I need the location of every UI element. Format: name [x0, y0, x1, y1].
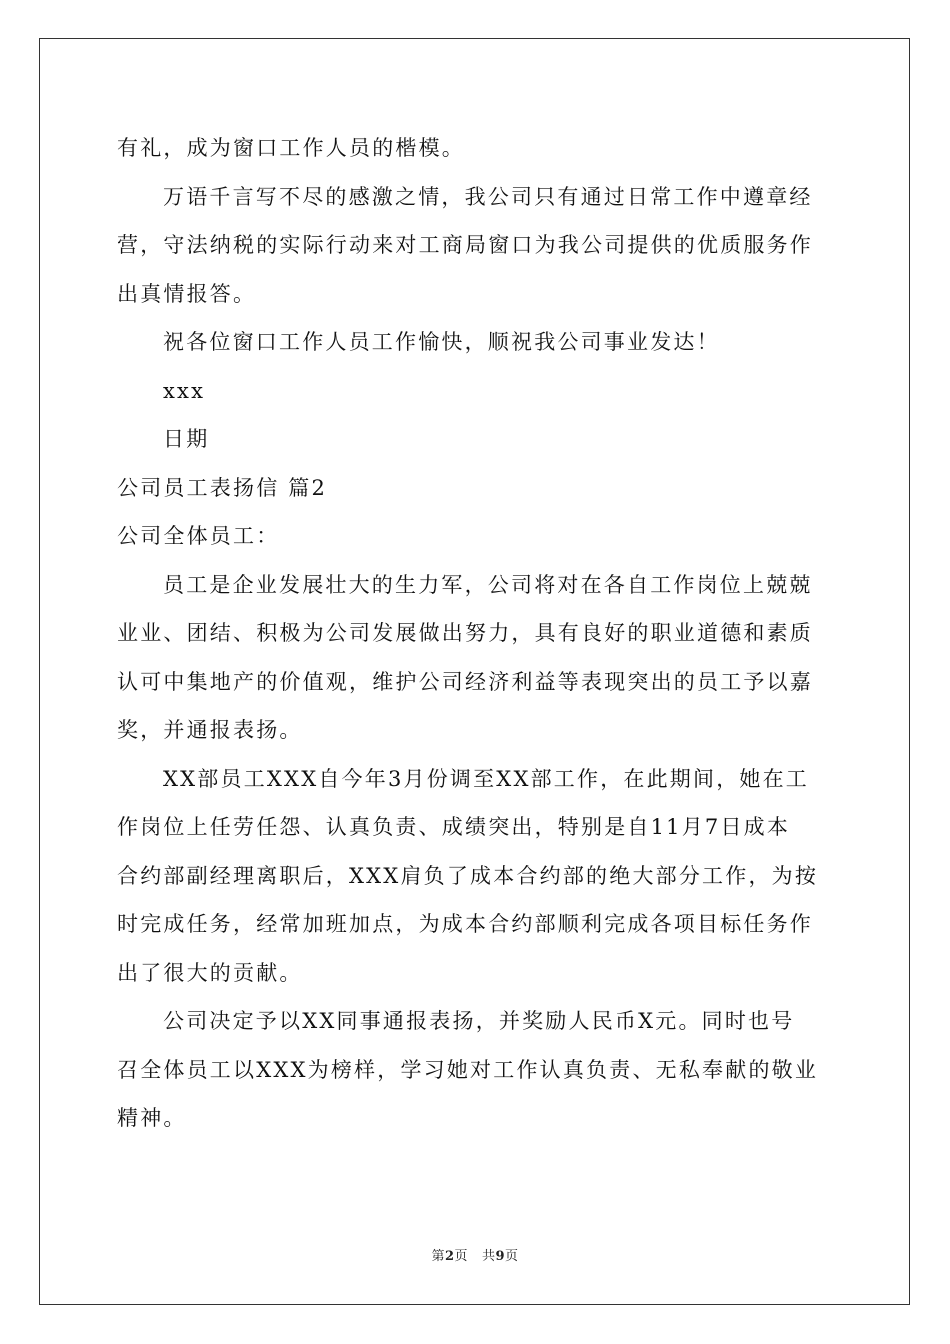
text-line: XX部员工XXX自今年3月份调至XX部工作，在此期间，她在工: [163, 766, 810, 791]
text-line: 员工是企业发展壮大的生力军，公司将对在各自工作岗位上兢兢: [163, 572, 813, 597]
text-line: 出了很大的贡献。: [117, 960, 303, 985]
text-line: 合约部副经理离职后，XXX肩负了成本合约部的绝大部分工作，为按: [117, 863, 819, 888]
text-line: 作岗位上任劳任怨、认真负责、成绩突出，特别是自11月7日成本: [117, 815, 791, 839]
footer-total-prefix: 共: [481, 1249, 496, 1264]
footer-total-pages: 9: [495, 1249, 506, 1264]
footer-total-label: 页: [505, 1249, 519, 1264]
text-line: 祝各位窗口工作人员工作愉快，顺祝我公司事业发达！: [163, 330, 720, 354]
footer-prefix: 第: [431, 1249, 445, 1264]
text-line: 业业、团结、积极为公司发展做出努力，具有良好的职业道德和素质: [117, 621, 813, 645]
text-line: 时完成任务，经常加班加点，为成本合约部顺利完成各项目标任务作: [117, 912, 813, 936]
text-line: 精神。: [117, 1106, 187, 1130]
text-line: 公司全体员工：: [117, 524, 280, 548]
text-line: 万语千言写不尽的感激之情，我公司只有通过日常工作中遵章经: [163, 184, 813, 209]
text-line: 公司员工表扬信 篇2: [117, 475, 328, 500]
document-body: [117, 124, 833, 1143]
text-line: 有礼，成为窗口工作人员的楷模。: [117, 136, 465, 160]
footer-current-page: 2: [444, 1249, 455, 1264]
text-line: xxx: [163, 378, 206, 403]
text-line: 奖，并通报表扬。: [117, 718, 303, 742]
text-line: 营，守法纳税的实际行动来对工商局窗口为我公司提供的优质服务作: [117, 233, 813, 257]
text-line: 公司决定予以XX同事通报表扬，并奖励人民币X元。同时也号: [163, 1009, 795, 1033]
footer-page-label: 页: [454, 1249, 469, 1264]
page-footer: [0, 1245, 950, 1264]
text-line: 认可中集地产的价值观，维护公司经济利益等表现突出的员工予以嘉: [117, 669, 813, 694]
text-line: 出真情报答。: [117, 281, 257, 306]
text-line: 召全体员工以XXX为榜样，学习她对工作认真负责、无私奉献的敬业: [117, 1057, 819, 1082]
text-line: 日期: [163, 427, 210, 451]
